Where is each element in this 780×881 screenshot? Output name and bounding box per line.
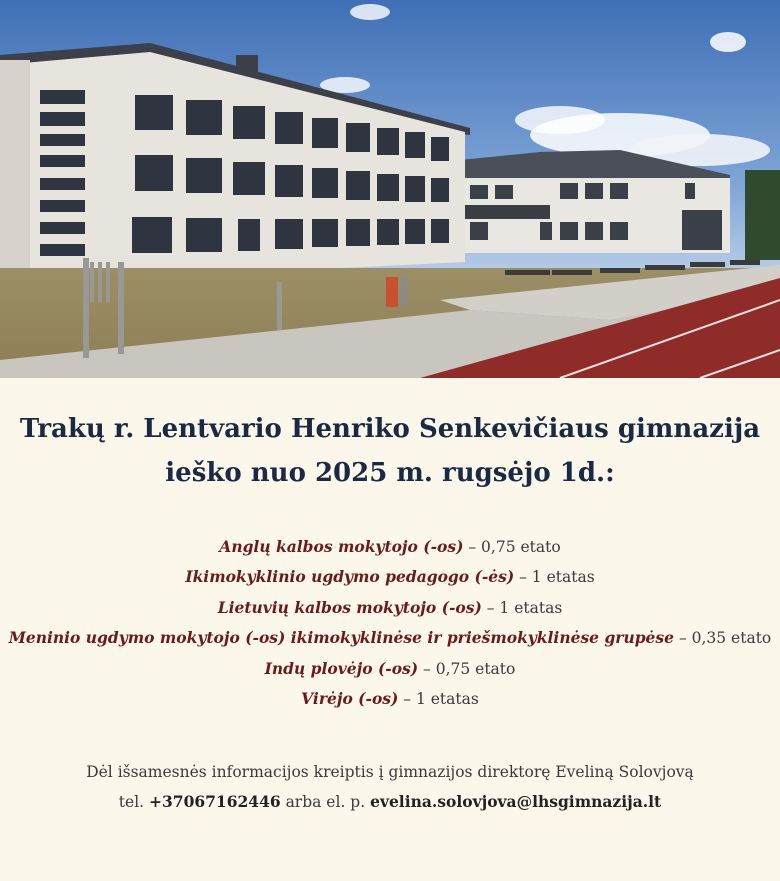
position-item [0, 623, 780, 653]
position-title: Ikimokyklinio ugdymo pedagogo (-ės) [185, 567, 515, 587]
position-amount: – 0,75 etato [418, 659, 516, 678]
announcement-panel [0, 378, 780, 881]
heading-line-1: Trakų r. Lentvario Henriko Senkevičiaus gimnazija [19, 414, 761, 444]
position-item [0, 532, 780, 562]
position-title: Lietuvių kalbos mokytojo (-os) [217, 597, 482, 617]
position-title: Indų plovėjo (-os) [264, 658, 419, 678]
position-item [0, 593, 780, 623]
contact-info: Dėl išsamesnės informacijos kreiptis į gimnazijos direktorę Eveliną Solovjovą [86, 763, 694, 781]
school-building-photo [0, 0, 780, 378]
heading-line-2: ieško nuo 2025 m. rugsėjo 1d.: [165, 458, 615, 488]
position-amount: – 1 etatas [514, 568, 595, 587]
phone-number[interactable]: +37067162446 [149, 792, 281, 811]
email-label: arba el. p. [280, 793, 371, 811]
school-photo [0, 0, 780, 378]
position-item [0, 654, 780, 684]
tel-label: tel. [118, 793, 150, 811]
position-title: Meninio ugdymo mokytojo (-os) ikimokyklinėse ir priešmokyklinėse grupėse [8, 628, 675, 648]
position-amount: – 0,75 etato [463, 538, 561, 556]
position-amount: – 1 etatas [481, 598, 563, 617]
email-address[interactable]: evelina.solovjova@lhsgimnazija.lt [370, 792, 662, 811]
contact-details [0, 792, 780, 811]
position-amount: – 0,35 etato [674, 629, 772, 648]
position-item [0, 562, 780, 592]
position-title: Virėjo (-os) [301, 688, 399, 708]
positions-list [0, 532, 780, 714]
position-amount: – 1 etatas [398, 689, 479, 708]
position-title: Anglų kalbos mokytojo (-os) [219, 537, 464, 556]
position-item [0, 684, 780, 714]
